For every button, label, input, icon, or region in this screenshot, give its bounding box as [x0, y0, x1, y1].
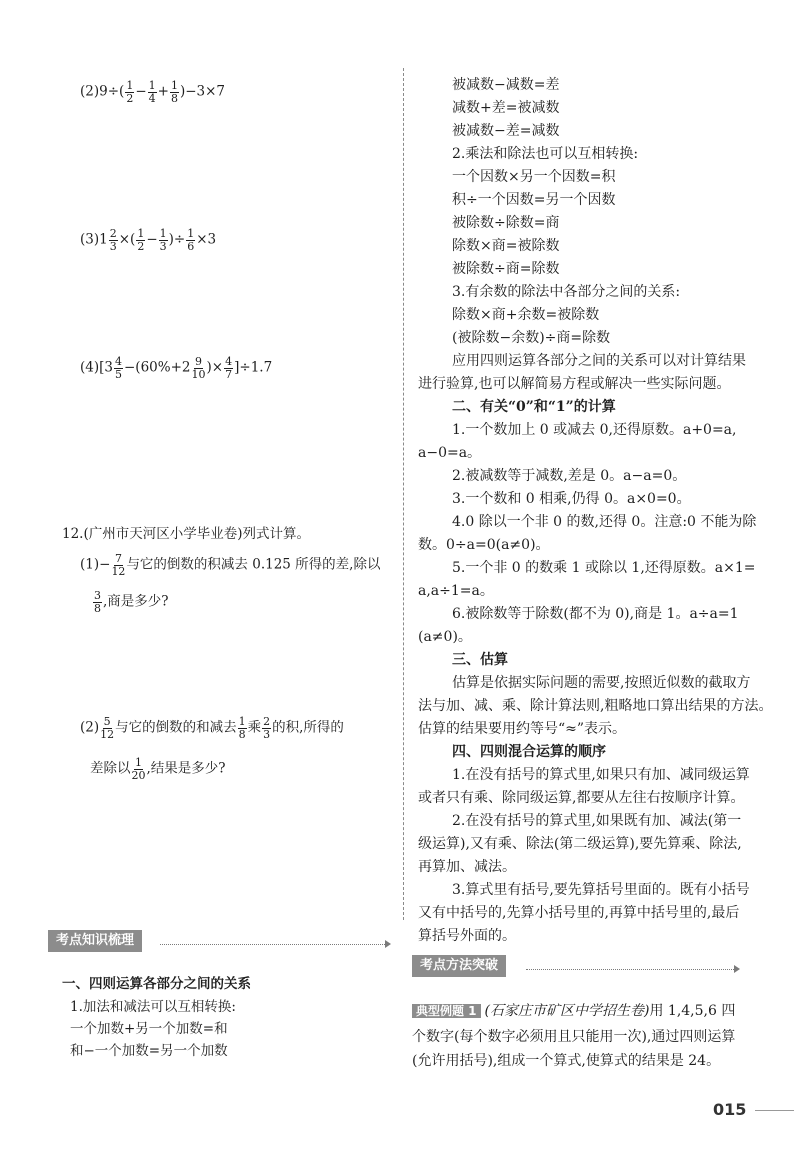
section-2-item-cont: a−0=a。: [418, 445, 482, 461]
order-line: 1.在没有括号的算式里,如果只有加、减同级运算: [452, 767, 750, 783]
relation-line: 减数+差=被减数: [452, 100, 560, 116]
fraction: [136, 228, 145, 252]
question-12-part-1-line-2: [92, 590, 169, 614]
section-2-title: 二、有关“0”和“1”的计算: [452, 399, 616, 415]
order-line: 再算加、减法。: [418, 859, 516, 875]
numerator: 1: [238, 715, 246, 728]
denominator: 8: [94, 601, 101, 615]
numerator: 4: [225, 355, 233, 368]
problem-4-label: (4): [80, 359, 100, 376]
example-line: 个数字(每个数字必须用且只能用一次),通过四则运算: [412, 1029, 736, 1045]
example-text: 用 1,4,5,6 四: [649, 1003, 736, 1019]
bracket-open: (: [119, 83, 125, 100]
fraction: [224, 356, 233, 380]
section-4-title: 四、四则混合运算的顺序: [452, 744, 606, 760]
part-label: (1): [80, 556, 100, 573]
order-line: 2.在没有括号的算式里,如果既有加、减法(第一: [452, 813, 742, 829]
fraction: [186, 228, 195, 252]
question-12-part-1-line-1: (1)− $\frac{7}{12}$ 与它的倒数的积减去 0.125 所得的差,除以: [80, 552, 381, 578]
section-2-item-cont: (a≠0)。: [418, 629, 472, 645]
part-text: 乘: [247, 719, 262, 736]
denominator: 8: [170, 91, 178, 105]
numerator: 5: [103, 715, 111, 728]
fraction: [100, 716, 114, 740]
problem-4-tail: ÷1.7: [239, 359, 273, 376]
relation-line: 一个因数×另一个因数=积: [452, 169, 616, 185]
denominator: 6: [187, 239, 195, 253]
fraction: [111, 553, 125, 577]
denominator: 7: [225, 367, 233, 381]
problem-3: (3)1 $\frac{2}{3}$ ×( $\frac{1}{2}$ − $\frac{1}{3}$ )÷ $\frac{1}{6}$ ×3: [80, 227, 217, 253]
page-number: 015: [713, 1100, 747, 1119]
numerator: 2: [109, 227, 117, 240]
denominator: 20: [131, 768, 146, 782]
banner-dotted-line: [526, 969, 734, 970]
example-source: (石家庄市矿区中学招生卷): [484, 1003, 650, 1019]
knowledge-banner: 考点知识梳理: [48, 930, 142, 952]
estimate-line: 估算的结果要用约等号“≈”表示。: [418, 721, 627, 737]
denominator: 4: [148, 91, 156, 105]
denominator: 5: [115, 367, 122, 381]
section-2-item: 5.一个非 0 的数乘 1 或除以 1,还得原数。a×1=: [452, 560, 756, 576]
method-banner: 考点方法突破: [412, 955, 506, 977]
section-3-title: 三、估算: [452, 652, 508, 668]
column-divider: [403, 68, 404, 920]
section-2-item: 3.一个数和 0 相乘,仍得 0。a×0=0。: [452, 491, 691, 507]
part-text: 的积,所得的: [272, 719, 344, 736]
numerator: 1: [159, 227, 167, 240]
denominator: 10: [191, 367, 206, 381]
problem-2-tail: −3×7: [185, 83, 226, 100]
question-12-heading: 12.(广州市天河区小学毕业卷)列式计算。: [62, 526, 311, 542]
section-2-item-cont: a,a÷1=a。: [418, 583, 494, 599]
section-1-line: 和−一个加数=另一个加数: [70, 1043, 228, 1059]
example-line: (允许用括号),组成一个算式,使算式的结果是 24。: [412, 1053, 721, 1069]
relation-line: 积÷一个因数=另一个因数: [452, 192, 616, 208]
estimate-line: 估算是依据实际问题的需要,按照近似数的截取方: [452, 675, 751, 691]
relation-line: 被除数÷除数=商: [452, 215, 560, 231]
denominator: 2: [137, 239, 145, 253]
numerator: 3: [94, 589, 101, 602]
relation-line: 除数×商+余数=被除数: [452, 307, 600, 323]
numerator: 1: [135, 756, 142, 769]
problem-3-tail: ×3: [196, 231, 217, 248]
order-line: 算括号外面的。: [418, 928, 516, 944]
denominator: 3: [109, 239, 117, 253]
part-text: 与它的倒数的和减去: [115, 719, 237, 736]
relation-line: 被减数−差=减数: [452, 123, 560, 139]
section-2-item-cont: 数。0÷a=0(a≠0)。: [418, 537, 550, 553]
order-line: 或者只有乘、除同级运算,都要从左往右按顺序计算。: [418, 790, 745, 806]
section-2-item: 6.被除数等于除数(都不为 0),商是 1。a÷a=1: [452, 606, 739, 622]
numerator: 1: [137, 227, 145, 240]
fraction: [192, 356, 206, 380]
problem-2-label: (2)9÷: [80, 83, 120, 100]
example-line-1: [412, 1004, 735, 1018]
fraction: [114, 356, 123, 380]
question-12-part-2-line-2: [90, 757, 226, 781]
fraction: [125, 80, 134, 104]
page-number-rule: [755, 1110, 794, 1111]
numerator: 1: [187, 227, 195, 240]
relation-line: 被除数÷商=除数: [452, 261, 560, 277]
order-line: 3.算式里有括号,要先算括号里面的。既有小括号: [452, 882, 750, 898]
banner-dotted-line: [160, 944, 385, 945]
arrow-right-icon: [734, 965, 740, 973]
problem-4: (4)[3 $\frac{4}{5}$ −(60%+2 $\frac{9}{10}$ )× $\frac{4}{7}$ ]÷1.7: [80, 355, 273, 381]
fraction: [170, 80, 179, 104]
fraction: [93, 590, 102, 614]
problem-3-label: (3)1: [80, 231, 108, 248]
relation-line: 被减数−减数=差: [452, 77, 560, 93]
part-text: 差除以: [90, 760, 131, 777]
numerator: 4: [115, 355, 122, 368]
problem-4-mid: 60%+2: [140, 359, 191, 376]
part-label: (2): [80, 719, 100, 736]
section-1-line: 1.加法和减法可以互相转换:: [70, 999, 236, 1015]
fraction: [238, 716, 247, 740]
fraction: [109, 228, 118, 252]
numerator: 1: [170, 79, 178, 92]
section-2-item: 4.0 除以一个非 0 的数,还得 0。注意:0 不能为除: [452, 514, 757, 530]
question-12-part-2-line-1: [80, 716, 344, 740]
fraction: [159, 228, 168, 252]
relation-line: 2.乘法和除法也可以互相转换:: [452, 146, 639, 162]
numerator: 2: [263, 715, 271, 728]
denominator: 3: [263, 727, 271, 741]
bracket-close: ): [179, 83, 186, 100]
part-text: 与它的倒数的积减去 0.125 所得的差,除以: [126, 556, 381, 573]
denominator: 3: [159, 239, 167, 253]
section-2-item: 1.一个数加上 0 或减去 0,还得原数。a+0=a,: [452, 422, 737, 438]
fraction: [148, 80, 157, 104]
numerator: 7: [114, 552, 122, 565]
section-1-line: 一个加数+另一个加数=和: [70, 1021, 228, 1037]
example-badge: 典型例题 1: [412, 1004, 481, 1018]
denominator: 12: [100, 727, 115, 741]
relation-line: 除数×商=被除数: [452, 238, 560, 254]
relation-line: (被除数−余数)÷商=除数: [452, 330, 611, 346]
denominator: 12: [111, 564, 126, 578]
arrow-right-icon: [385, 940, 391, 948]
apply-paragraph-line: 进行验算,也可以解简易方程或解决一些实际问题。: [418, 376, 731, 392]
numerator: 1: [126, 79, 134, 92]
whole-part: 3: [104, 359, 113, 376]
problem-2: (2)9÷( $\frac{1}{2}$ − $\frac{1}{4}$ + $\frac{1}{8}$ )−3×7: [80, 79, 226, 105]
numerator: 1: [148, 79, 156, 92]
estimate-line: 法与加、减、乘、除计算法则,粗略地口算出结果的方法。: [418, 698, 773, 714]
section-1-title: 一、四则运算各部分之间的关系: [62, 976, 251, 992]
apply-paragraph-line: 应用四则运算各部分之间的关系可以对计算结果: [452, 353, 746, 369]
fraction: [262, 716, 271, 740]
section-2-item: 2.被减数等于减数,差是 0。a−a=0。: [452, 468, 687, 484]
part-text: ,结果是多少?: [146, 760, 226, 777]
relation-line: 3.有余数的除法中各部分之间的关系:: [452, 284, 681, 300]
order-line: 又有中括号的,先算小括号里的,再算中括号里的,最后: [418, 905, 740, 921]
numerator: 9: [195, 355, 203, 368]
denominator: 8: [238, 727, 246, 741]
part-text: ,商是多少?: [103, 593, 169, 610]
order-line: 级运算),又有乘、除法(第二级运算),要先算乘、除法,: [418, 836, 742, 852]
fraction: [132, 757, 146, 781]
denominator: 2: [126, 91, 134, 105]
